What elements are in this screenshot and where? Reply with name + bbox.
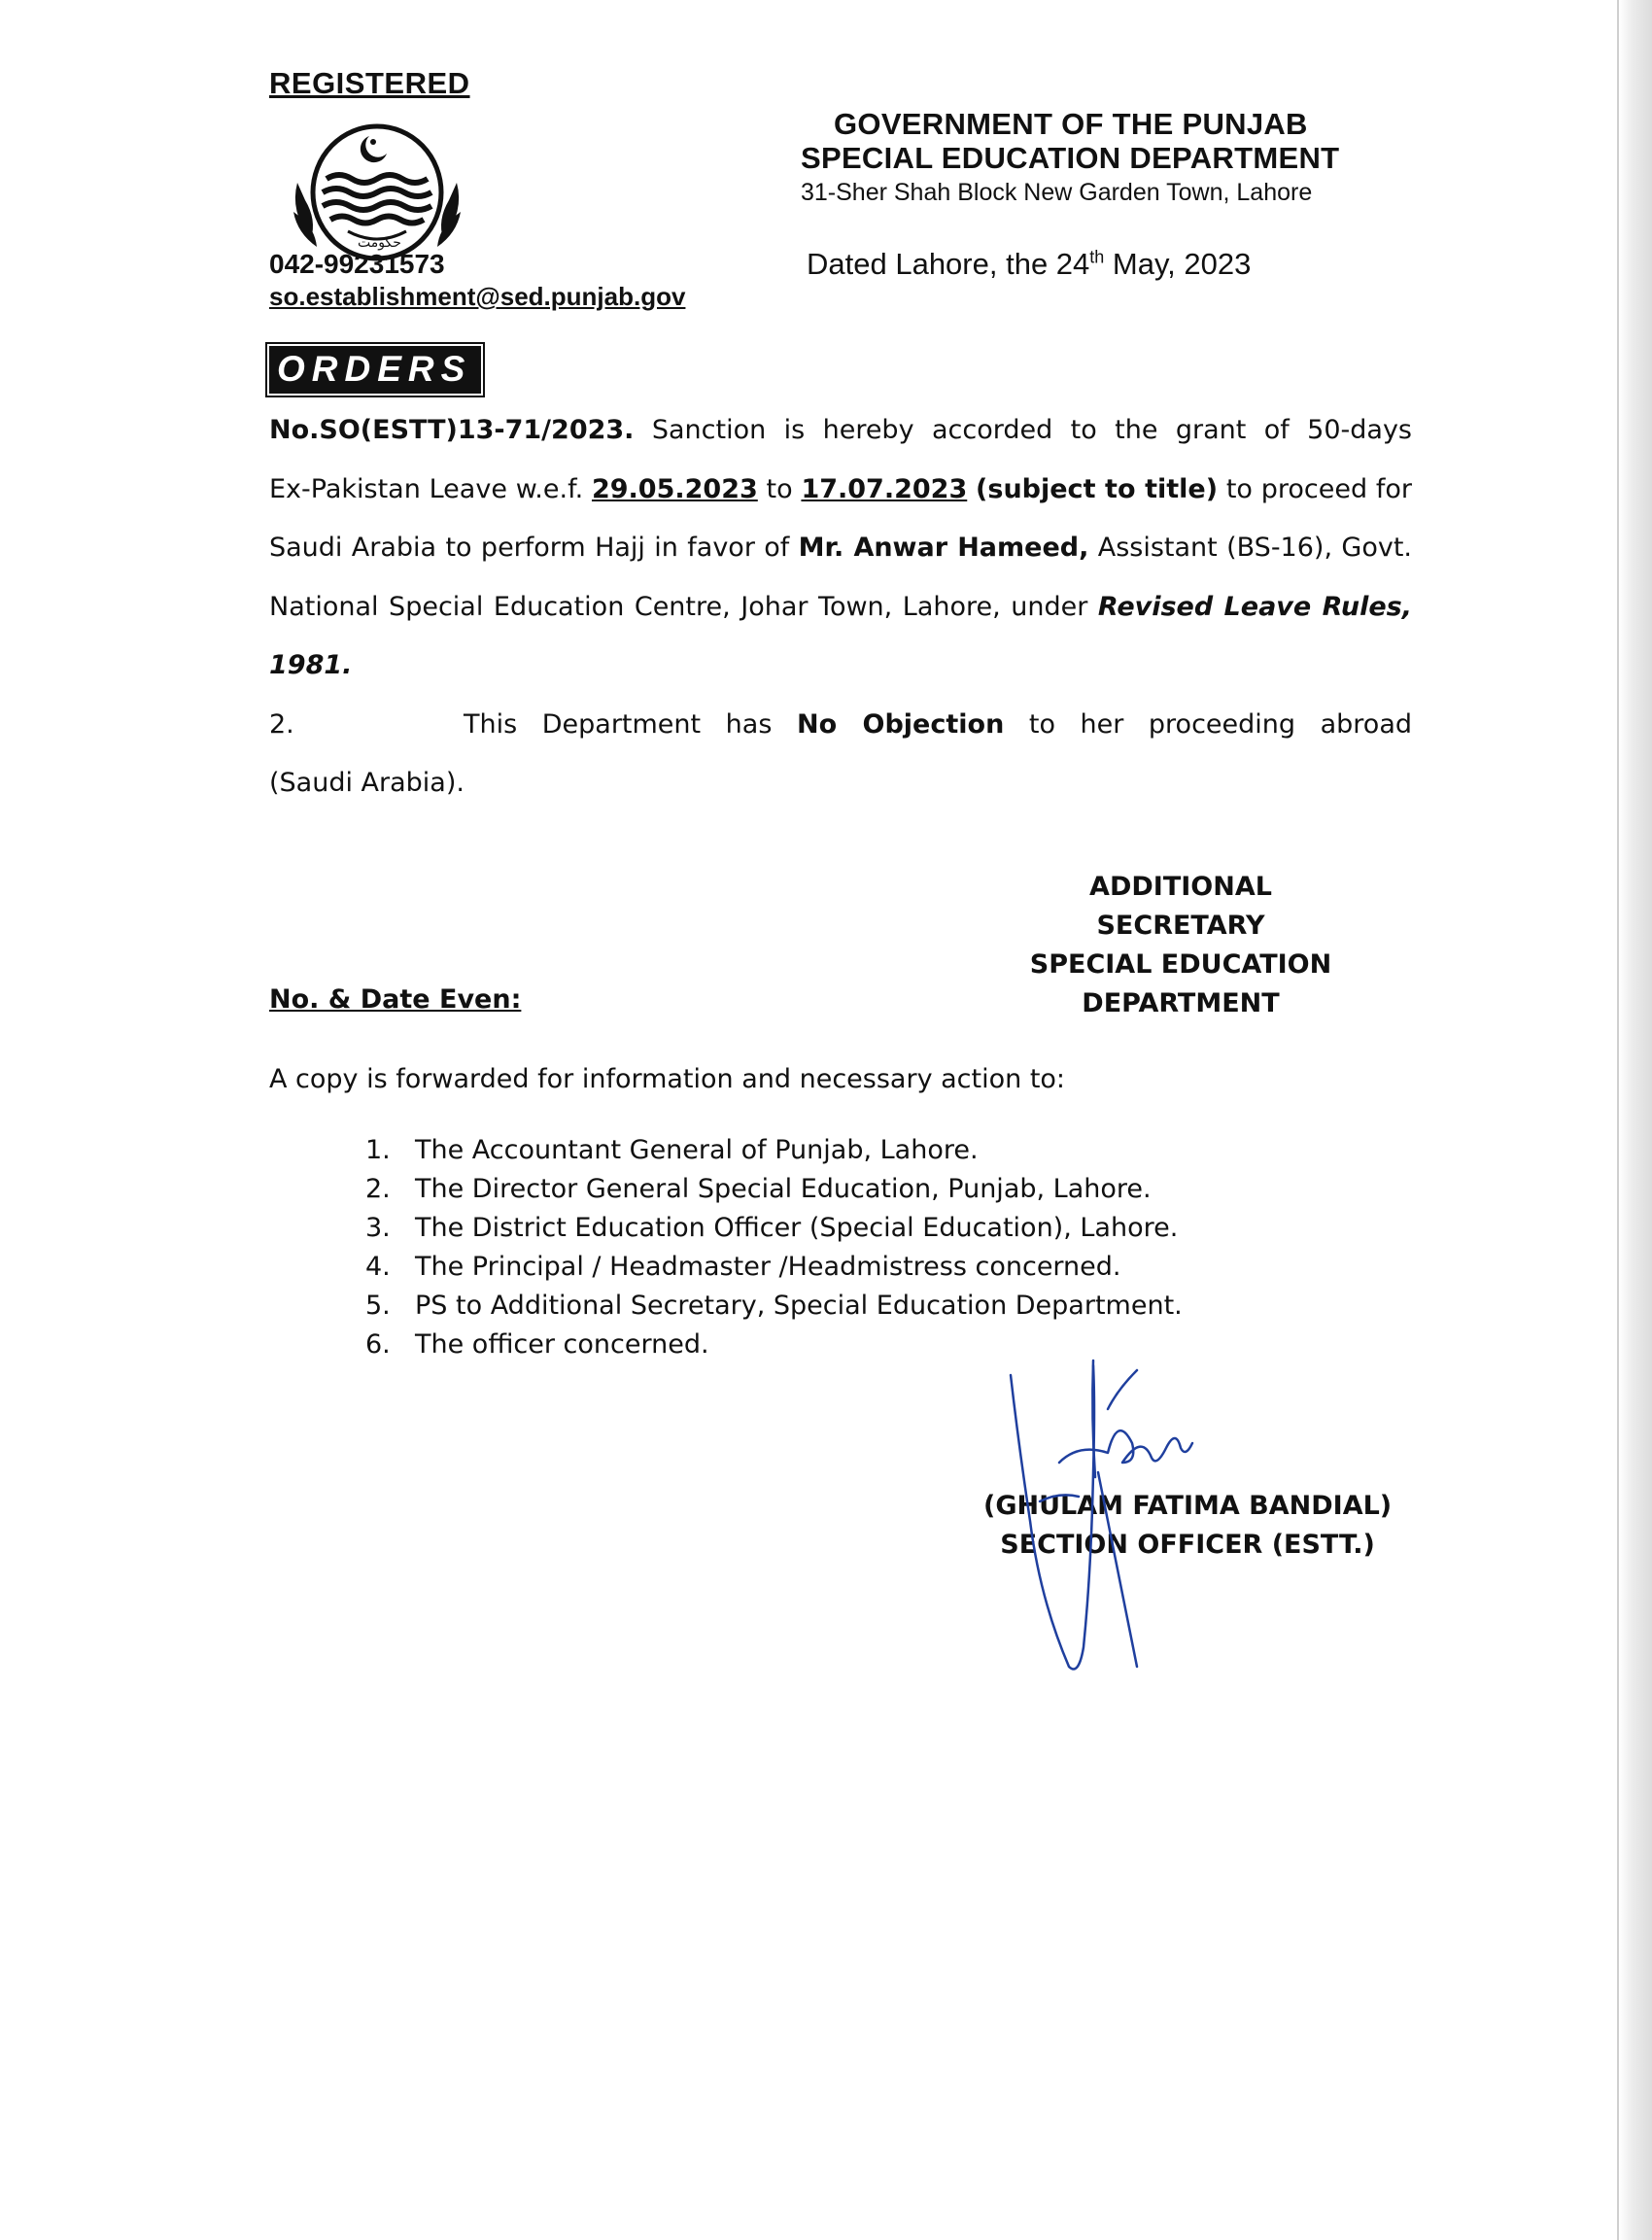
list-item <box>365 1287 1183 1326</box>
list-item <box>365 1131 1183 1170</box>
addl-secretary-line-2: SPECIAL EDUCATION <box>1029 949 1332 980</box>
list-item-text: The Principal / Headmaster /Headmistress concerned. <box>415 1252 1121 1282</box>
email-address: so.establishment@sed.punjab.gov <box>269 282 686 311</box>
officer-title: SECTION OFFICER (ESTT.) <box>1000 1530 1375 1560</box>
para2-text-b: to her proceeding abroad <box>1004 709 1412 740</box>
order-text-1: Sanction is hereby accorded to the grant of 50-days <box>634 415 1412 445</box>
registered-label: REGISTERED <box>269 66 470 100</box>
addl-secretary-line-3: DEPARTMENT <box>1082 988 1280 1018</box>
list-item-number: 6. <box>365 1329 391 1360</box>
phone-number: 042-99231573 <box>269 249 445 279</box>
dated-superscript: th <box>1089 247 1105 267</box>
leave-rules: Revised Leave Rules, <box>1097 592 1413 622</box>
employee-name: Mr. Anwar Hameed, <box>798 533 1089 563</box>
handwritten-signature <box>981 1356 1244 1676</box>
order-line-5 <box>269 646 1412 685</box>
list-item-number: 4. <box>365 1252 391 1282</box>
no-objection: No Objection <box>796 709 1005 740</box>
list-item-text: PS to Additional Secretary, Special Education Department. <box>415 1291 1183 1321</box>
para2-text <box>464 706 1412 744</box>
order-number: No.SO(ESTT)13-71/2023. <box>269 415 635 445</box>
list-item-number: 5. <box>365 1291 391 1321</box>
officer-name: (GHULAM FATIMA BANDIAL) <box>983 1491 1393 1521</box>
order-text-2a: Ex-Pakistan Leave w.e.f. <box>269 474 592 504</box>
additional-secretary-block <box>1001 868 1360 1023</box>
svg-text:حکومت: حکومت <box>358 235 401 251</box>
para2-number: 2. <box>269 709 294 740</box>
order-text-3b: Assistant (BS-16), Govt. <box>1088 533 1412 563</box>
para2-text-a: This Department has <box>464 709 797 740</box>
list-item-text: The Director General Special Education, Punjab, Lahore. <box>415 1174 1152 1204</box>
para2-line-1 <box>269 706 1412 744</box>
order-text-2c <box>967 474 976 504</box>
dated-line <box>807 247 1251 282</box>
scan-edge-line <box>1617 0 1619 2240</box>
government-title: GOVERNMENT OF THE PUNJAB <box>834 107 1308 141</box>
department-title: SPECIAL EDUCATION DEPARTMENT <box>801 141 1340 175</box>
order-text-2b: to <box>757 474 802 504</box>
order-line-1 <box>269 411 1412 450</box>
para2-text-c: (Saudi Arabia). <box>269 768 465 798</box>
copy-list <box>365 1131 1183 1364</box>
list-item-text: The officer concerned. <box>415 1329 709 1360</box>
list-item <box>365 1170 1183 1209</box>
forward-text: A copy is forwarded for information and necessary action to: <box>269 1064 1066 1094</box>
list-item <box>365 1248 1183 1287</box>
list-item-text: The Accountant General of Punjab, Lahore. <box>415 1135 979 1165</box>
addl-secretary-line-1: ADDITIONAL SECRETARY <box>1089 872 1272 941</box>
list-item-number: 3. <box>365 1213 391 1243</box>
list-item-text: The District Education Officer (Special Education), Lahore. <box>415 1213 1179 1243</box>
para2-line-2 <box>269 764 1412 803</box>
no-date-even-label: No. & Date Even: <box>269 984 522 1015</box>
orders-heading: ORDERS <box>269 346 481 394</box>
order-line-3 <box>269 529 1412 568</box>
list-item-number: 2. <box>365 1174 391 1204</box>
rules-year: 1981. <box>269 650 353 680</box>
order-text-4a: National Special Education Centre, Johar Town, Lahore, under <box>269 592 1098 622</box>
list-item-number: 1. <box>365 1135 391 1165</box>
punjab-emblem-logo <box>280 115 474 270</box>
scan-edge-shadow <box>1619 0 1652 2240</box>
dated-suffix: May, 2023 <box>1104 247 1252 281</box>
dated-prefix: Dated Lahore, the 24 <box>807 247 1090 281</box>
department-address: 31-Sher Shah Block New Garden Town, Lahore <box>801 179 1313 206</box>
list-item <box>365 1209 1183 1248</box>
date-to: 17.07.2023 <box>801 474 968 504</box>
order-text-2d: to proceed for <box>1218 474 1412 504</box>
order-line-2 <box>269 470 1412 509</box>
date-from: 29.05.2023 <box>591 474 758 504</box>
subject-to-title: (subject to title) <box>976 474 1219 504</box>
order-line-4 <box>269 588 1412 627</box>
order-text-3a: Saudi Arabia to perform Hajj in favor of <box>269 533 799 563</box>
